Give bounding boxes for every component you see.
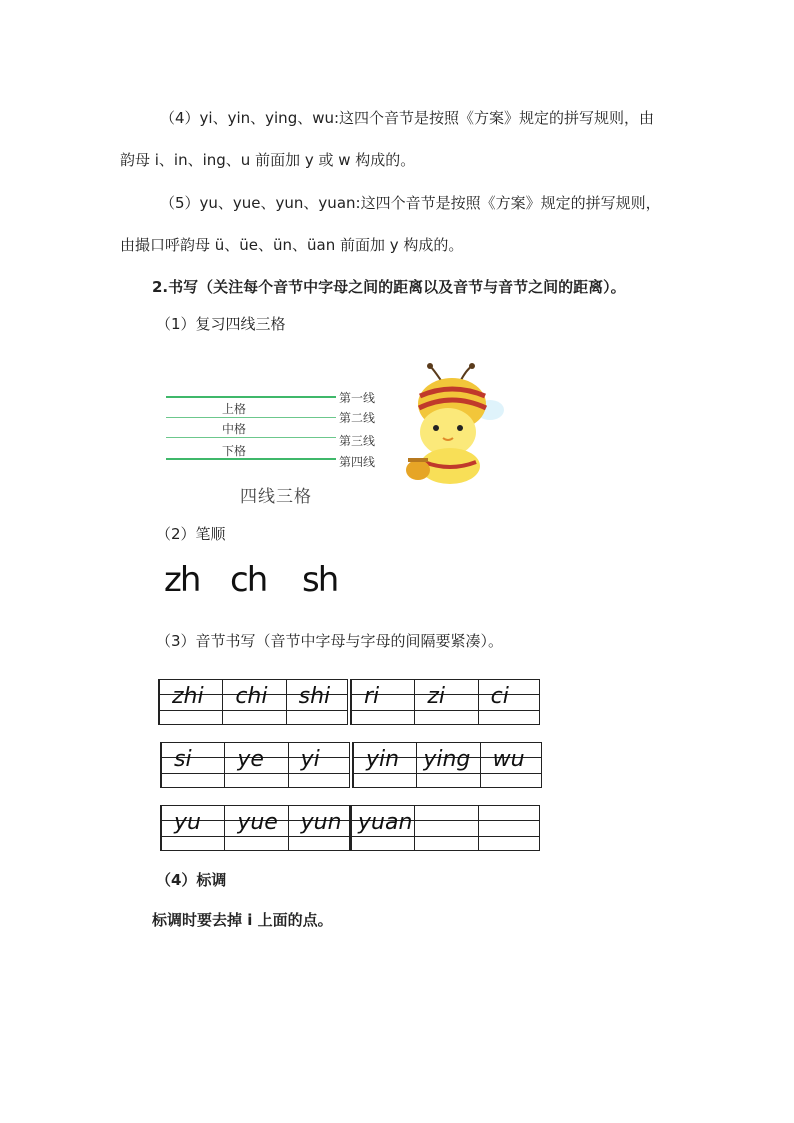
syllable-word: zi — [427, 684, 445, 709]
grid-cell — [353, 742, 417, 788]
grid-cell — [161, 805, 225, 851]
writing-grid — [160, 742, 350, 788]
zone-label-middle: 中格 — [222, 422, 247, 436]
line-label-4: 第四线 — [339, 455, 376, 469]
grid-cell — [351, 805, 415, 851]
syllable-word: yue — [237, 810, 278, 835]
guide-line-3 — [166, 437, 336, 438]
syllable-word: yuan — [358, 810, 413, 835]
guide-line-1 — [166, 396, 336, 398]
writing-grid — [160, 805, 350, 851]
grid-cell — [161, 742, 225, 788]
syllable-word: yin — [366, 747, 400, 772]
grid-cell — [414, 805, 478, 851]
section-heading: 2.书写（关注每个音节中字母之间的距离以及音节与音节之间的距离）。 — [152, 278, 626, 296]
subheading-stroke-order: （2）笔顺 — [156, 525, 226, 543]
syllable-word: wu — [492, 747, 525, 772]
grid-cell — [480, 742, 544, 788]
grid-cell — [222, 679, 286, 725]
syllable-word: yi — [300, 747, 320, 772]
subheading-tone-marking: （4）标调 — [156, 871, 227, 889]
stroke-text-sh: sh — [302, 560, 338, 600]
grid-cell — [478, 805, 542, 851]
syllable-word: ci — [490, 684, 509, 709]
writing-grid — [350, 679, 540, 725]
grid-cell — [288, 805, 352, 851]
tone-marking-note: 标调时要去掉 i 上面的点。 — [152, 911, 333, 929]
stroke-text-zh: zh — [164, 560, 200, 600]
para-4-line-1: （4）yi、yin、ying、wu:这四个音节是按照《方案》规定的拼写规则，由 — [160, 109, 655, 127]
stroke-letter-sh — [302, 560, 337, 600]
grid-cell — [224, 805, 288, 851]
grid-cell — [286, 679, 350, 725]
line-label-2: 第二线 — [339, 411, 376, 425]
writing-grid — [352, 742, 542, 788]
grid-cell — [224, 742, 288, 788]
syllable-word: chi — [235, 684, 268, 709]
writing-grid — [158, 679, 348, 725]
stroke-order-group — [158, 560, 358, 610]
stroke-letter-ch — [230, 560, 266, 600]
grid-cell — [414, 679, 478, 725]
syllable-word: zhi — [172, 684, 204, 709]
syllable-word: si — [174, 747, 192, 772]
syllable-word: ying — [423, 747, 471, 772]
guide-line-4 — [166, 458, 336, 460]
syllable-word: yu — [174, 810, 201, 835]
para-5-line-2: 由撮口呼韵母 ü、üe、ün、üan 前面加 y 构成的。 — [120, 236, 464, 254]
four-line-grid-diagram — [160, 362, 530, 512]
line-label-1: 第一线 — [339, 391, 376, 405]
syllable-word: ye — [237, 747, 264, 772]
diagram-caption: 四线三格 — [240, 487, 312, 507]
stroke-letter-zh — [164, 560, 199, 600]
zone-label-top: 上格 — [222, 402, 247, 416]
syllable-word: ri — [364, 684, 380, 709]
subheading-review-grid: （1）复习四线三格 — [156, 315, 286, 333]
writing-grid — [350, 805, 540, 851]
stroke-text-ch: ch — [230, 560, 267, 600]
subheading-syllable-writing: （3）音节书写（音节中字母与字母的间隔要紧凑）。 — [156, 632, 504, 650]
line-label-3: 第三线 — [339, 434, 376, 448]
bee-mascot-icon — [390, 362, 520, 492]
grid-cell — [416, 742, 480, 788]
para-5-line-1: （5）yu、yue、yun、yuan:这四个音节是按照《方案》规定的拼写规则， — [160, 194, 661, 212]
guide-line-2 — [166, 417, 336, 418]
syllable-word: yun — [300, 810, 342, 835]
zone-label-bottom: 下格 — [222, 444, 247, 458]
syllable-word: shi — [298, 684, 331, 709]
grid-cell — [351, 679, 415, 725]
grid-cell — [159, 679, 223, 725]
grid-cell — [478, 679, 542, 725]
para-4-line-2: 韵母 i、in、ing、u 前面加 y 或 w 构成的。 — [120, 151, 416, 169]
grid-cell — [288, 742, 352, 788]
